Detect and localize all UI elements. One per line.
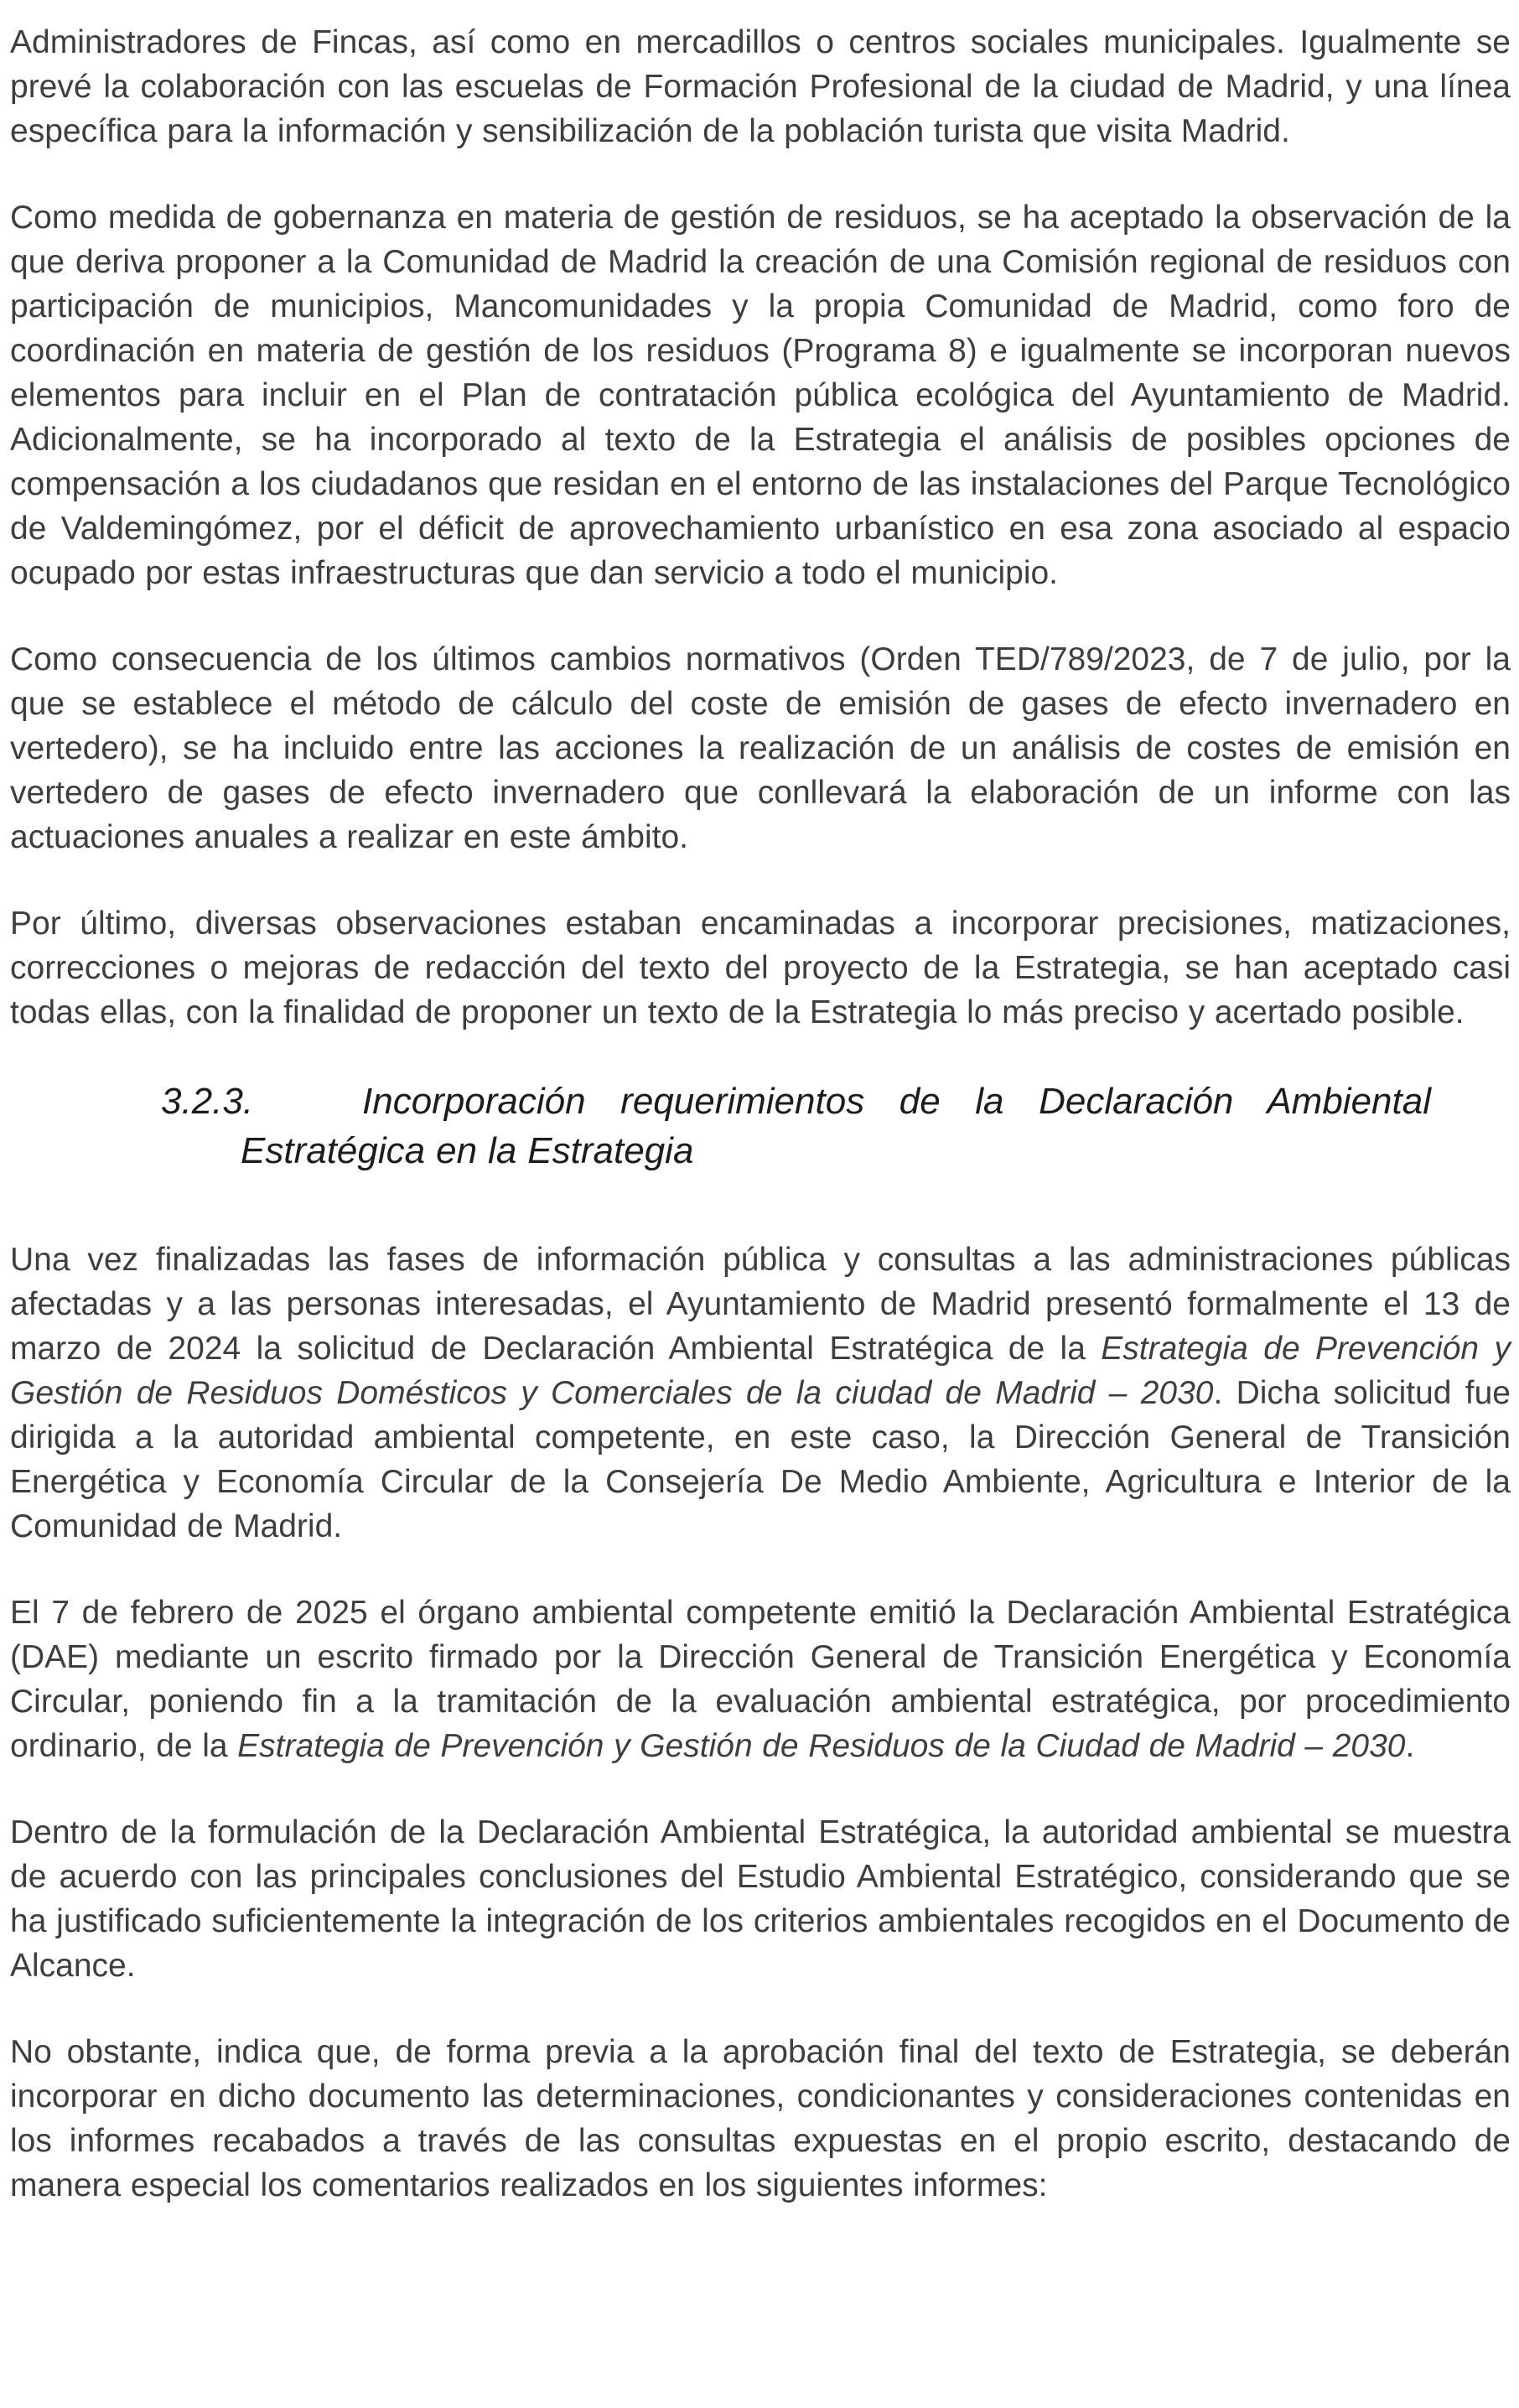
paragraph-observaciones-redaccion xyxy=(10,901,1511,1035)
paragraph-no-obstante xyxy=(10,2030,1511,2208)
paragraph-gobernanza xyxy=(10,195,1511,595)
text-run: Una vez finalizadas las fases de información pública y consultas a las administraciones públicas afectadas y a las personas interesadas, el Ayuntamiento de Madrid presentó formalmente el 13 de marzo de 2024 la solicitud de Declaración Ambiental Estratégica de la xyxy=(10,1242,1511,1367)
text-run: Como consecuencia de los últimos cambios normativos (Orden TED/789/2023, de 7 de julio, por la que se establece el método de cálculo del coste de emisión de gases de efecto invernadero en vertedero), se ha incluido entre las acciones la realización de un análisis de costes de emisión en vertedero de gases de efecto invernadero que conllevará la elaboración de un informe con las actuaciones anuales a realizar en este ámbito. xyxy=(10,641,1511,855)
paragraph-cambios-normativos xyxy=(10,637,1511,859)
text-run: Como medida de gobernanza en materia de gestión de residuos, se ha aceptado la observación de la que deriva proponer a la Comunidad de Madrid la creación de una Comisión regional de residuos con participación de municipios, Mancomunidades y la propia Comunidad de Madrid, como foro de coordinación en materia de gestión de los residuos (Programa 8) e igualmente se incorporan nuevos elementos para incluir en el Plan de contratación pública ecológica del Ayuntamiento de Madrid. Adicionalmente, se ha incorporado al texto de la Estrategia el análisis de posibles opciones de compensación a los ciudadanos que residan en el entorno de las instalaciones del Parque Tecnológico de Valdemingómez, por el déficit de aprovechamiento urbanístico en esa zona asociado al espacio ocupado por estas infraestructuras que dan servicio a todo el municipio. xyxy=(10,200,1511,591)
section-title: Incorporación requerimientos de la Declaración Ambiental Estratégica en la Estrategia xyxy=(241,1081,1431,1171)
text-run: Dentro de la formulación de la Declaración Ambiental Estratégica, la autoridad ambiental se muestra de acuerdo con las principales conclusiones del Estudio Ambiental Estratégico, considerando que se ha justificado suficientemente la integración de los criterios ambientales recogidos en el Documento de Alcance. xyxy=(10,1814,1511,1984)
text-run: No obstante, indica que, de forma previa a la aprobación final del texto de Estrategia, se deberán incorporar en dicho documento las determinaciones, condicionantes y consideraciones contenidas en los informes recabados a través de las consultas expuestas en el propio escrito, destacando de manera especial los comentarios realizados en los siguientes informes: xyxy=(10,2034,1511,2203)
text-run: Administradores de Fincas, así como en mercadillos o centros sociales municipales. Igualmente se prevé la colaboración con las escuelas de Formación Profesional de la ciudad de Madrid, y una línea específica para la información y sensibilización de la población turista que visita Madrid. xyxy=(10,24,1511,149)
text-run: El 7 de febrero de 2025 el órgano ambiental competente emitió la Declaración Ambiental Estratégica (DAE) mediante un escrito firmado por la Dirección General de Transición Energética y Economía Circular, poniendo fin a la tramitación de la evaluación ambiental estratégica, por procedimiento ordinario, de la xyxy=(10,1595,1511,1764)
text-run: . xyxy=(1405,1728,1415,1764)
paragraph-emision-dae xyxy=(10,1591,1511,1768)
text-run: . Dicha solicitud fue dirigida a la autoridad ambiental competente, en este caso, la Dirección General de Transición Energética y Economía Circular de la Consejería De Medio Ambiente, Agricultura e Interior de la Comunidad de Madrid. xyxy=(10,1375,1511,1544)
italic-strategy-title-run: Estrategia de Prevención y Gestión de Residuos Domésticos y Comerciales de la ciudad de Madrid – 2030 xyxy=(10,1331,1511,1411)
section-number: 3.2.3. xyxy=(161,1081,254,1122)
paragraph-formulacion-dae xyxy=(10,1810,1511,1988)
section-heading-3-2-3 xyxy=(161,1077,1431,1175)
paragraph-administradores xyxy=(10,20,1511,153)
text-run: Por último, diversas observaciones estaban encaminadas a incorporar precisiones, matizaciones, correcciones o mejoras de redacción del texto del proyecto de la Estrategia, se han aceptado casi todas ellas, con la finalidad de proponer un texto de la Estrategia lo más preciso y acertado posible. xyxy=(10,906,1511,1030)
italic-strategy-title-run: Estrategia de Prevención y Gestión de Residuos de la Ciudad de Madrid – 2030 xyxy=(237,1728,1406,1764)
paragraph-solicitud-dae xyxy=(10,1238,1511,1549)
